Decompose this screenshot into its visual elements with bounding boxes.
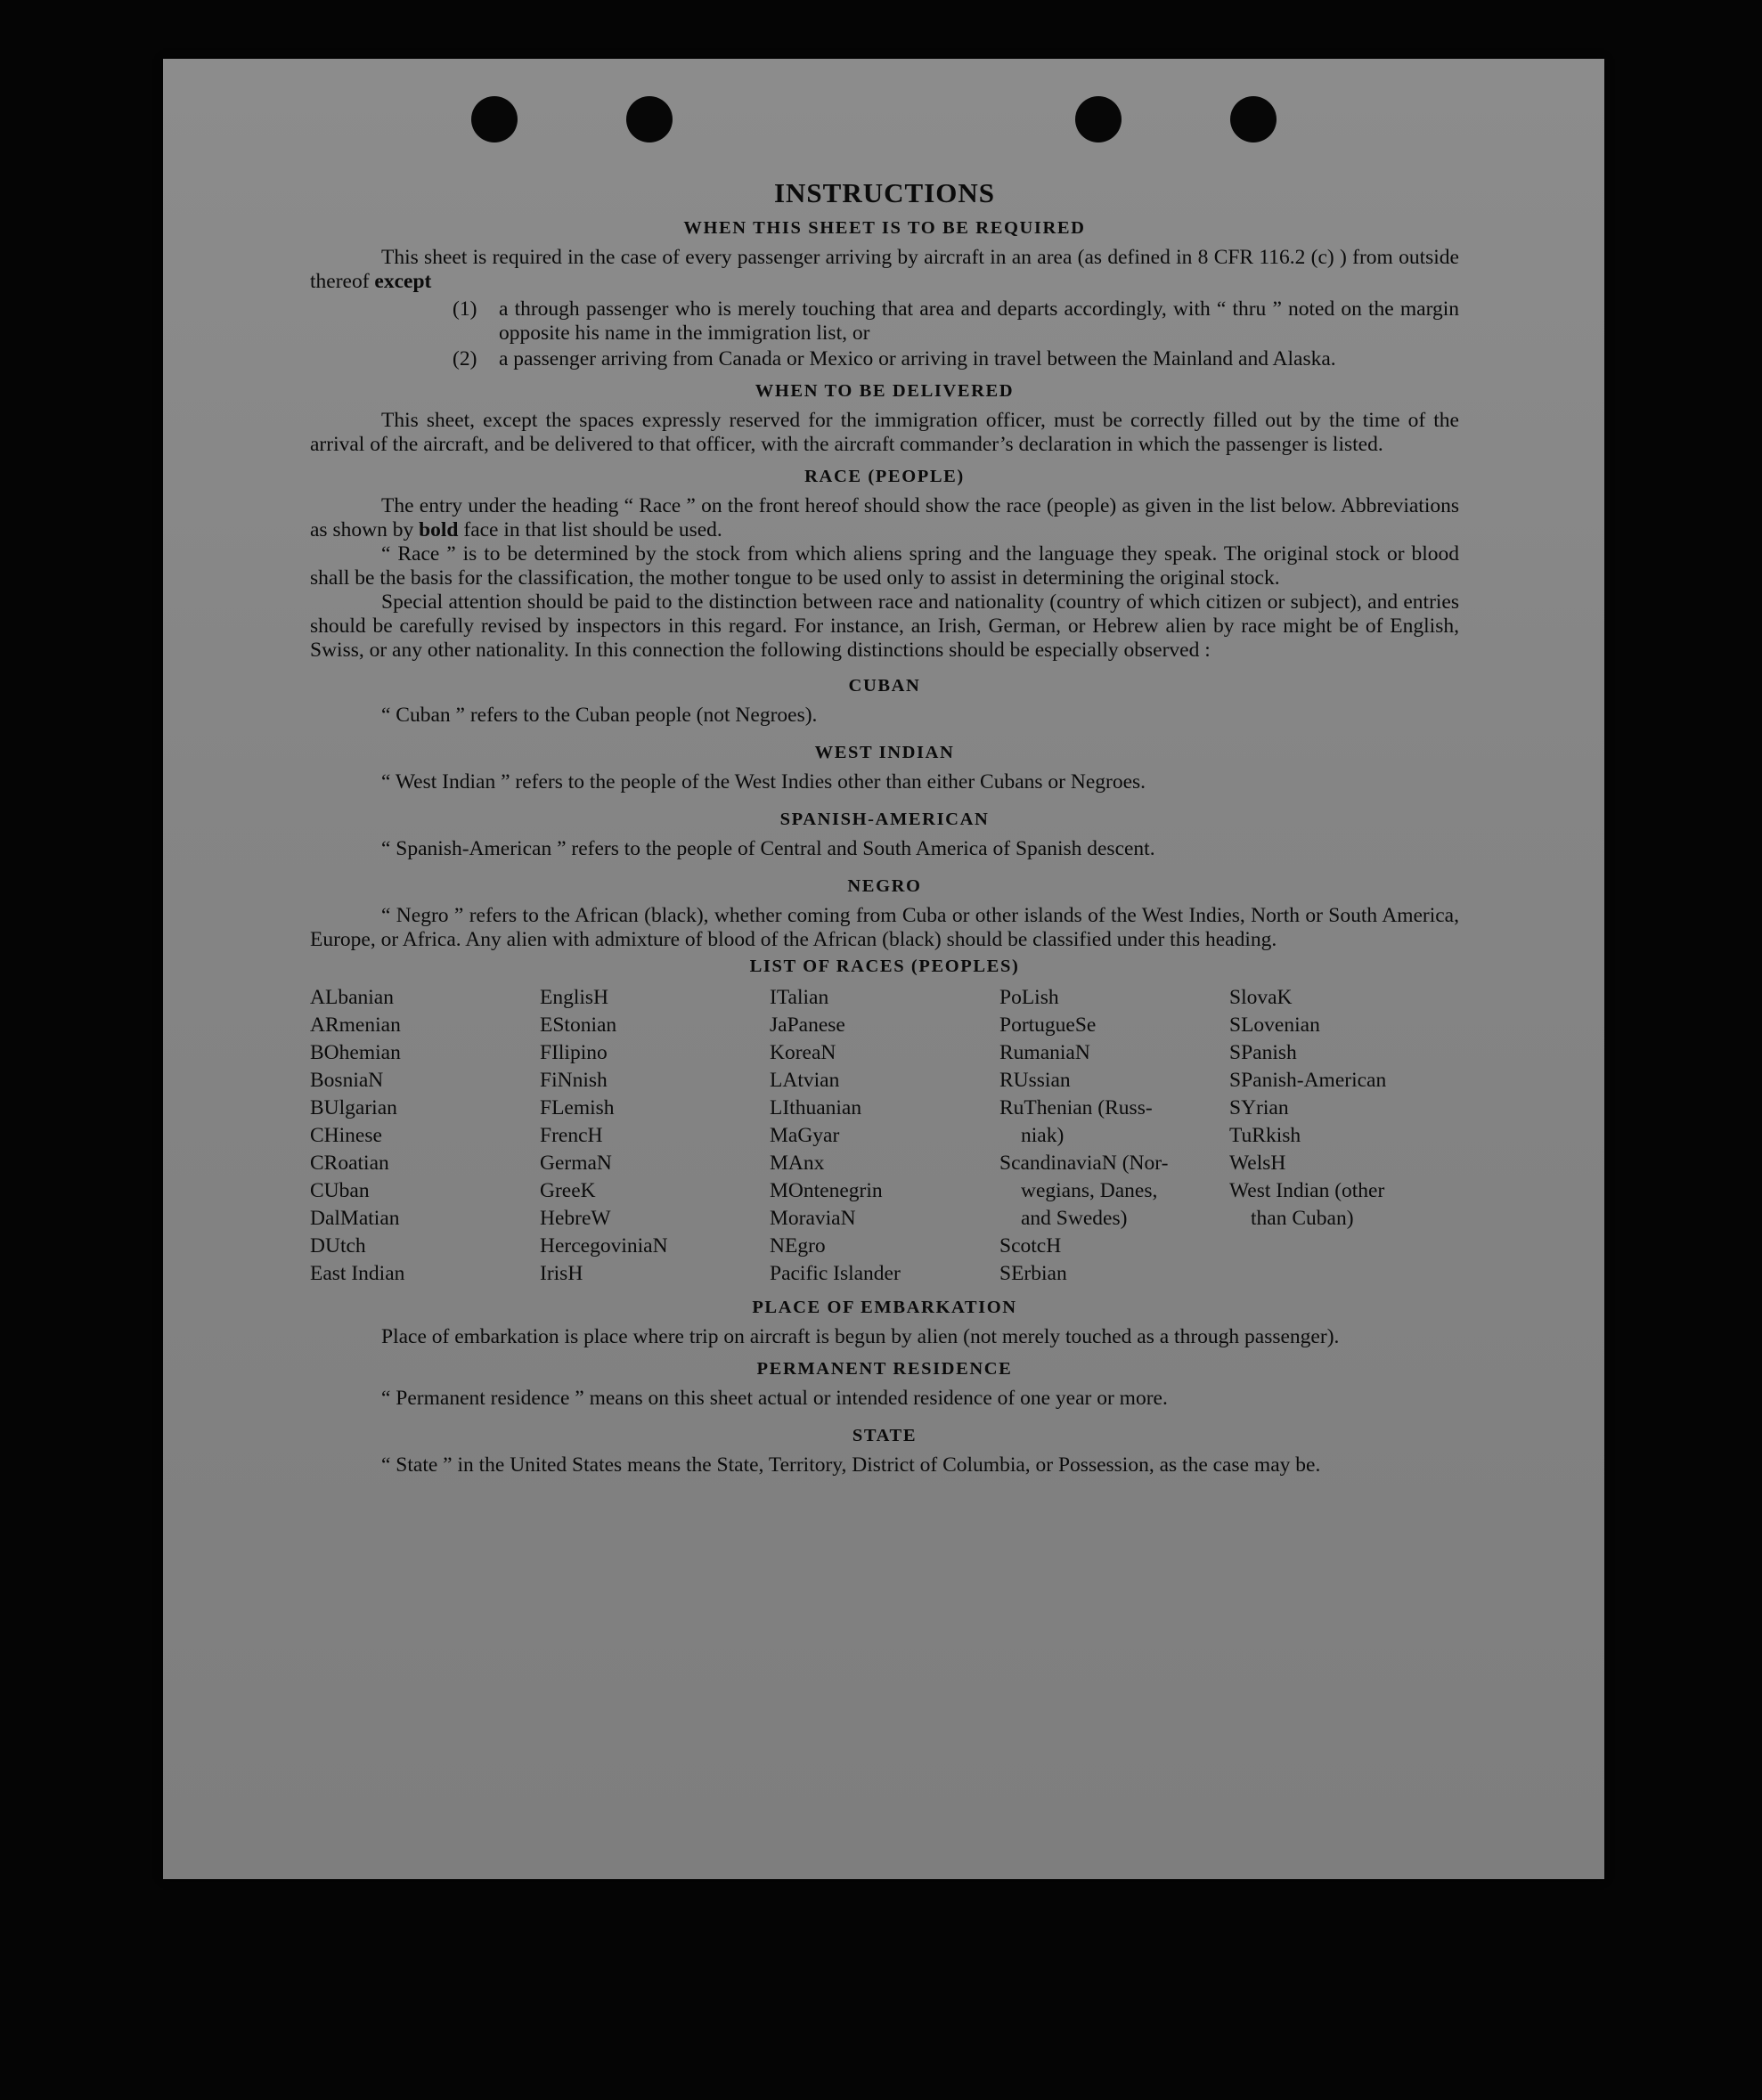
race-entry: BOhemian xyxy=(310,1041,401,1064)
race-entry: FiNnish xyxy=(540,1069,608,1092)
race-entry: LIthuanian xyxy=(770,1096,862,1119)
races-column xyxy=(1229,984,1459,1288)
race-entry: East Indian xyxy=(310,1262,405,1285)
heading-cuban: CUBAN xyxy=(848,676,921,696)
race-entry: MAnx xyxy=(770,1152,825,1175)
paragraph-race-nationality: Special attention should be paid to the distinction between race and nationality (country of which citizen or subject), and entries should be carefully revised by inspectors in this regard. For instance, an Irish, German, or Hebrew alien by race might be of English, Swiss, or any other nationality. In this connection the following distinctions should be especially observed : xyxy=(310,590,1459,662)
race-entry: KoreaN xyxy=(770,1041,836,1064)
race-entry: SlovaK xyxy=(1229,986,1293,1009)
race-entry: ARmenian xyxy=(310,1013,401,1037)
paragraph-permanent-residence: “ Permanent residence ” means on this sheet actual or intended residence of one year or more. xyxy=(381,1387,1168,1410)
race-entry: SErbian xyxy=(999,1262,1067,1285)
race-entry: IrisH xyxy=(540,1262,583,1285)
race-entry: JaPanese xyxy=(770,1013,845,1037)
page-title: INSTRUCTIONS xyxy=(773,177,995,208)
race-entry: ScotcH xyxy=(999,1234,1062,1258)
paragraph-cuban: “ Cuban ” refers to the Cuban people (not Negroes). xyxy=(381,704,818,727)
race-entry: EnglisH xyxy=(540,986,609,1009)
paragraph-negro: “ Negro ” refers to the African (black), whether coming from Cuba or other islands of the West Indies, North or South America, Europe, or Africa. Any alien with admixture of blood of the African (black) should be classified under this heading. xyxy=(310,904,1459,951)
race-entry: NEgro xyxy=(770,1234,826,1258)
except-text: except xyxy=(374,270,432,293)
heading-permanent-residence: PERMANENT RESIDENCE xyxy=(756,1359,1013,1379)
races-column xyxy=(999,984,1229,1288)
race-entry: CRoatian xyxy=(310,1152,389,1175)
race-entry: HebreW xyxy=(540,1207,611,1230)
race-entry: CHinese xyxy=(310,1124,382,1147)
race-entry-continued: wegians, Danes, xyxy=(1021,1179,1158,1202)
race-entry: GreeK xyxy=(540,1179,596,1202)
heading-when-delivered: WHEN TO BE DELIVERED xyxy=(755,381,1015,401)
list-item xyxy=(453,297,1459,346)
race-entry: SPanish xyxy=(1229,1041,1297,1064)
heading-spanish-american: SPANISH-AMERICAN xyxy=(779,810,990,829)
bold-text: bold xyxy=(419,518,459,541)
race-entry: SLovenian xyxy=(1229,1013,1320,1037)
heading-embarkation: PLACE OF EMBARKATION xyxy=(752,1298,1017,1317)
race-entry: MaGyar xyxy=(770,1124,840,1147)
paragraph-text: The entry under the heading “ Race ” on the front hereof should show the race (people) as given in the list below. Abbreviations as shown by xyxy=(310,494,1459,541)
race-entry: RuThenian (Russ- xyxy=(999,1096,1153,1119)
race-entry: SPanish-American xyxy=(1229,1069,1387,1092)
race-entry-continued: niak) xyxy=(1021,1124,1065,1147)
punch-hole xyxy=(471,96,518,142)
race-entry: BosniaN xyxy=(310,1069,384,1092)
race-entry: GermaN xyxy=(540,1152,612,1175)
heading-state: STATE xyxy=(852,1426,918,1445)
race-entry: EStonian xyxy=(540,1013,617,1037)
instructions-content xyxy=(310,178,1459,1477)
list-item xyxy=(453,347,1459,371)
race-entry: LAtvian xyxy=(770,1069,840,1092)
races-column xyxy=(310,984,540,1288)
races-table xyxy=(310,984,1459,1288)
race-entry-continued: than Cuban) xyxy=(1251,1207,1354,1230)
race-entry: BUlgarian xyxy=(310,1096,397,1119)
races-column xyxy=(540,984,770,1288)
race-entry: DUtch xyxy=(310,1234,366,1258)
heading-west-indian: WEST INDIAN xyxy=(814,743,955,762)
race-entry: FIlipino xyxy=(540,1041,608,1064)
paragraph-west-indian: “ West Indian ” refers to the people of the West Indies other than either Cubans or Negroes. xyxy=(381,770,1146,794)
race-entry: ScandinaviaN (Nor- xyxy=(999,1152,1169,1175)
race-entry: ITalian xyxy=(770,986,829,1009)
race-entry-continued: and Swedes) xyxy=(1021,1207,1128,1230)
race-entry: ALbanian xyxy=(310,986,394,1009)
race-entry: RumaniaN xyxy=(999,1041,1090,1064)
race-entry: PoLish xyxy=(999,986,1059,1009)
race-entry: DalMatian xyxy=(310,1207,400,1230)
item-text: a passenger arriving from Canada or Mexico or arriving in travel between the Mainland and Alaska. xyxy=(499,347,1336,370)
race-entry: FLemish xyxy=(540,1096,615,1119)
race-entry: RUssian xyxy=(999,1069,1071,1092)
document-sheet xyxy=(163,59,1604,1879)
race-entry: SYrian xyxy=(1229,1096,1289,1119)
heading-list-of-races: LIST OF RACES (PEOPLES) xyxy=(749,956,1020,976)
heading-race: RACE (PEOPLE) xyxy=(804,467,965,486)
item-text: a through passenger who is merely touching that area and departs accordingly, with “ thru ” noted on the margin opposite his name in the immigration list, or xyxy=(499,297,1459,345)
heading-when-required: WHEN THIS SHEET IS TO BE REQUIRED xyxy=(683,218,1086,238)
paragraph-embarkation: Place of embarkation is place where trip on aircraft is begun by alien (not merely touched as a through passenger). xyxy=(381,1325,1340,1348)
heading-negro: NEGRO xyxy=(847,876,922,896)
paragraph-race-entry xyxy=(310,494,1459,542)
race-entry: HercegoviniaN xyxy=(540,1234,668,1258)
item-number: (1) xyxy=(453,297,477,321)
race-entry: FrencH xyxy=(540,1124,603,1147)
race-entry: MOntenegrin xyxy=(770,1179,883,1202)
paragraph-race-definition: “ Race ” is to be determined by the stock from which aliens spring and the language they speak. The original stock or blood shall be the basis for the classification, the mother tongue to be used only to assist in determining the original stock. xyxy=(310,542,1459,590)
race-entry: WelsH xyxy=(1229,1152,1286,1175)
race-entry: CUban xyxy=(310,1179,370,1202)
race-entry: Pacific Islander xyxy=(770,1262,901,1285)
punch-hole xyxy=(1230,96,1277,142)
paragraph-text: face in that list should be used. xyxy=(463,518,722,541)
paragraph-text: This sheet is required in the case of every passenger arriving by aircraft in an area (as defined in 8 CFR 116.2 (c) ) from outside thereof xyxy=(310,246,1459,293)
paragraph-when-required xyxy=(310,246,1459,294)
item-number: (2) xyxy=(453,347,477,370)
race-entry: MoraviaN xyxy=(770,1207,856,1230)
paragraph-spanish-american: “ Spanish-American ” refers to the people of Central and South America of Spanish descent. xyxy=(381,837,1155,860)
paragraph-state: “ State ” in the United States means the State, Territory, District of Columbia, or Possession, as the case may be. xyxy=(381,1453,1321,1477)
punch-hole xyxy=(1075,96,1122,142)
races-column xyxy=(770,984,999,1288)
paragraph-when-delivered: This sheet, except the spaces expressly reserved for the immigration officer, must be correctly filled out by the time of the arrival of the aircraft, and be delivered to that officer, with the aircraft commander’s declaration in which the passenger is listed. xyxy=(310,409,1459,456)
exception-list xyxy=(453,297,1459,371)
race-entry: TuRkish xyxy=(1229,1124,1301,1147)
race-entry: West Indian (other xyxy=(1229,1179,1385,1202)
race-entry: PortugueSe xyxy=(999,1013,1097,1037)
punch-hole xyxy=(626,96,673,142)
